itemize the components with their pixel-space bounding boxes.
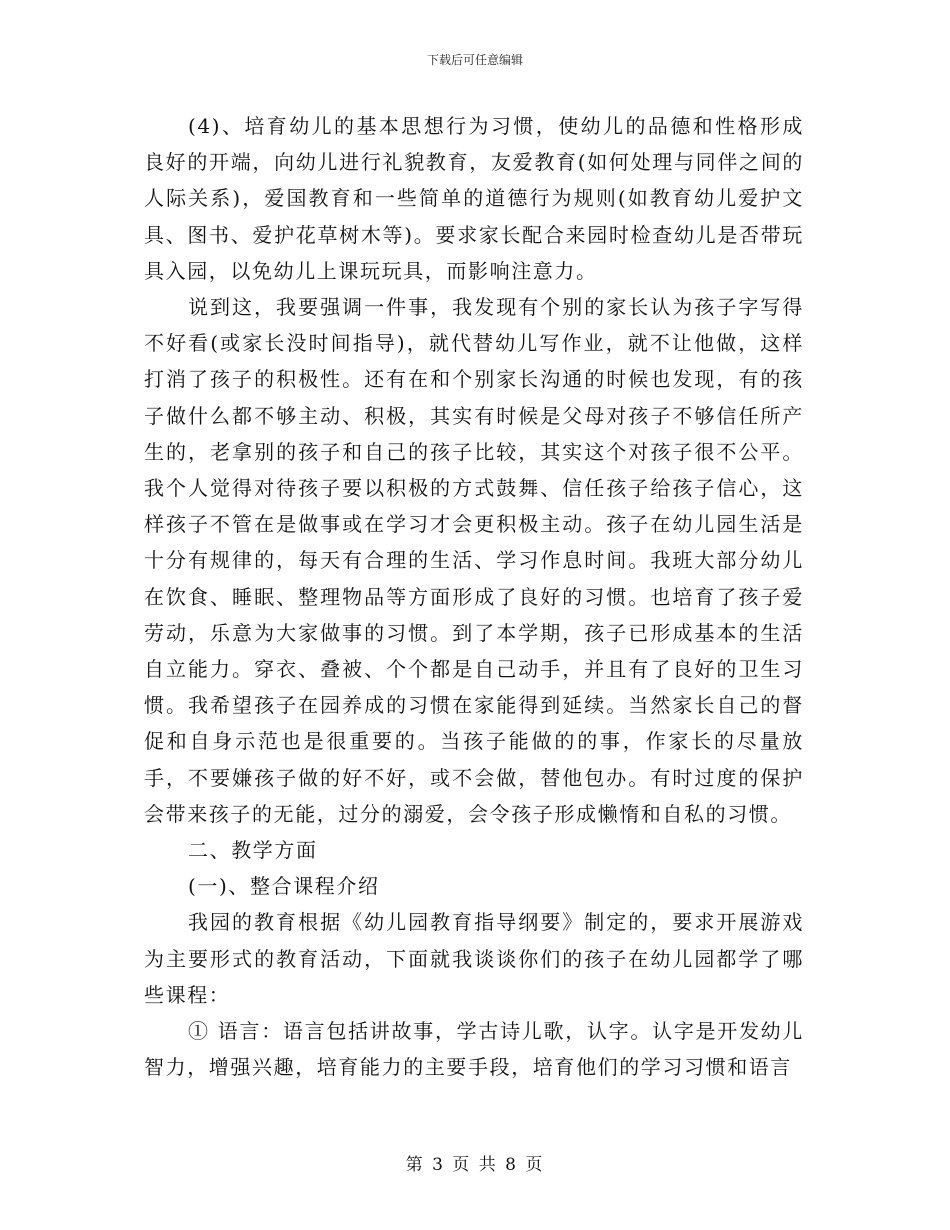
paragraph-habits: (4)、培育幼儿的基本思想行为习惯，使幼儿的品德和性格形成良好的开端，向幼儿进行礼貌教育，友爱教育(如何处理与同伴之间的人际关系)，爱国教育和一些简单的道德行为规则(如教育幼儿爱护文具、图书、爱护花草树木等)。要求家长配合来园时检查幼儿是否带玩具入园，以免幼儿上课玩玩具，而影响注意力。 xyxy=(144,114,804,283)
paragraph-language: ① 语言：语言包括讲故事，学古诗儿歌，认字。认字是开发幼儿智力，增强兴趣，培育能力的主要手段，培育他们的学习习惯和语言 xyxy=(144,1019,804,1080)
document-body xyxy=(144,108,804,1085)
subsection-heading-curriculum: (一)、整合课程介绍 xyxy=(188,874,380,899)
section-heading-teaching: 二、教学方面 xyxy=(188,838,318,863)
paragraph-parent-advice: 说到这，我要强调一件事，我发现有个别的家长认为孩子字写得不好看(或家长没时间指导)，就代替幼儿写作业，就不让他做，这样打消了孩子的积极性。还有在和个别家长沟通的时候也发现，有的孩子做什么都不够主动、积极，其实有时候是父母对孩子不够信任所产生的，老拿别的孩子和自己的孩子比较，其实这个对孩子很不公平。我个人觉得对待孩子要以积极的方式鼓舞、信任孩子给孩子信心，这样孩子不管在是做事或在学习才会更积极主动。孩子在幼儿园生活是十分有规律的，每天有合理的生活、学习作息时间。我班大部分幼儿在饮食、睡眠、整理物品等方面形成了良好的习惯。也培育了孩子爱劳动，乐意为大家做事的习惯。到了本学期，孩子已形成基本的生活自立能力。穿衣、叠被、个个都是自己动手，并且有了良好的卫生习惯。我希望孩子在园养成的习惯在家能得到延续。当然家长自己的督促和自身示范也是很重要的。当孩子能做的的事，作家长的尽量放手，不要嫌孩子做的好不好，或不会做，替他包办。有时过度的保护会带来孩子的无能，过分的溺爱，会令孩子形成懒惰和自私的习惯。 xyxy=(144,295,804,826)
paragraph-curriculum-intro: 我园的教育根据《幼儿园教育指导纲要》制定的，要求开展游戏为主要形式的教育活动，下面就我谈谈你们的孩子在幼儿园都学了哪些课程： xyxy=(144,910,804,1007)
page-header: 下载后可任意编辑 xyxy=(426,53,523,67)
page-number-footer: 第 3 页 共 8 页 xyxy=(405,1155,545,1175)
